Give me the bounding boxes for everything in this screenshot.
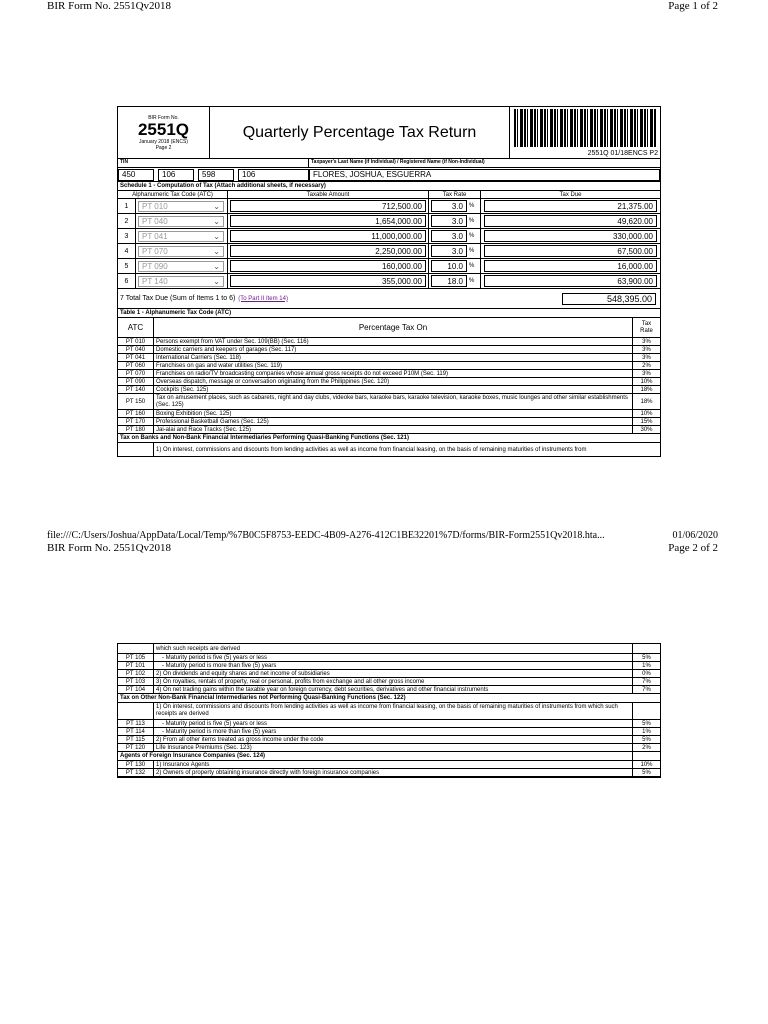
taxable-amount-cell [228, 199, 429, 213]
atc-select[interactable] [138, 216, 224, 227]
form-page-1 [117, 106, 661, 457]
tax-due-field[interactable]: 63,900.00 [484, 275, 657, 287]
atc-select-cell [136, 229, 228, 243]
atc-description: - Maturity period is five (5) years or less [154, 654, 633, 661]
atc-description: International Carriers (Sec. 118) [154, 354, 633, 361]
atc-select-cell [136, 199, 228, 213]
atc-rate: 3% [642, 354, 651, 361]
atc-table-row [118, 744, 660, 752]
atc-code: PT 160 [118, 410, 154, 417]
schedule-row [118, 199, 660, 214]
percent-symbol: % [469, 248, 475, 254]
taxable-amount-field[interactable]: 160,000.00 [230, 260, 426, 272]
atc-code: PT 104 [118, 686, 154, 693]
col-rate-header: Tax Rate [429, 191, 481, 198]
schedule-title-row [118, 182, 660, 191]
atc-table-row [118, 720, 660, 728]
agents-heading-row [118, 752, 660, 761]
taxable-amount-field[interactable]: 2,250,000.00 [230, 245, 426, 257]
schedule-row-number: 4 [118, 244, 136, 258]
tax-rate-field[interactable]: 18.0 [431, 275, 467, 287]
atc-table-row [118, 338, 660, 346]
chevron-down-icon: ⌄ [213, 216, 220, 226]
atc-select[interactable] [138, 276, 224, 287]
atc-rate: 5% [642, 769, 651, 776]
atc-rate: 5% [642, 720, 651, 727]
atc-description: Professional Basketball Games (Sec. 125) [154, 418, 633, 425]
atc-table-row [118, 386, 660, 394]
atc-rate: 7% [642, 686, 651, 693]
tax-rate-cell [429, 214, 481, 228]
atc-select-value: PT 010 [142, 201, 168, 211]
form-number: 2551Q [137, 119, 190, 139]
other-item1-text: 1) On interest, commissions and discounts from lending activities as well as income from financial leasing, on the basis of remaining maturities of instruments from which such receipts are derived [154, 703, 633, 719]
atc-table-row [118, 686, 660, 694]
tax-due-field[interactable]: 16,000.00 [484, 260, 657, 272]
atc-select-cell [136, 244, 228, 258]
taxpayer-name-label: Taxpayer's Last Name (if Individual) / Registered Name (if Non-Individual) [311, 159, 485, 165]
chevron-down-icon: ⌄ [213, 201, 220, 211]
atc-code: PT 113 [118, 720, 154, 727]
atc-select[interactable] [138, 231, 224, 242]
page1-footer-date: 01/06/2020 [672, 530, 718, 541]
atc-code: PT 070 [118, 370, 154, 377]
atc-code: PT 105 [118, 654, 154, 661]
atc-select[interactable] [138, 261, 224, 272]
banks-item1-text: 1) On interest, commissions and discounts from lending activities as well as income from financial leasing, on the basis of remaining maturities of instruments from [156, 446, 587, 453]
atc-table-row [118, 670, 660, 678]
schedule-rows [118, 199, 660, 289]
atc-table-row [118, 354, 660, 362]
form-title-block [118, 107, 660, 159]
atc-code: PT 102 [118, 670, 154, 677]
atc-rate: 1% [642, 728, 651, 735]
atc-table-row [118, 346, 660, 354]
percent-symbol: % [469, 203, 475, 209]
table1-col-atc: ATC [118, 318, 154, 337]
tax-rate-field[interactable]: 3.0 [431, 215, 467, 227]
percent-symbol: % [469, 278, 475, 284]
atc-code: PT 150 [118, 394, 154, 409]
atc-rate: 30% [640, 426, 653, 433]
chevron-down-icon: ⌄ [213, 261, 220, 271]
other-nonbank-heading: Tax on Other Non-Bank Financial Intermediaries not Performing Quasi-Banking Functions (Sec. 122) [120, 695, 406, 701]
table1-header-row [118, 318, 660, 338]
table1-title-row [118, 309, 660, 318]
atc-rate: 18% [640, 398, 653, 405]
form-page-label: Page 2 [155, 144, 172, 151]
atc-description: 3) On royalties, rentals of property, real or personal, profits from exchange and all other gross income [154, 678, 633, 685]
atc-table-row [118, 378, 660, 386]
atc-table-row [118, 362, 660, 370]
atc-code: PT 103 [118, 678, 154, 685]
page2-header-right: Page 2 of 2 [668, 542, 718, 554]
atc-select-value: PT 040 [142, 216, 168, 226]
atc-code: PT 060 [118, 362, 154, 369]
atc-rate: 10% [640, 410, 653, 417]
atc-table-row [118, 662, 660, 670]
tin-part-4[interactable]: 106 [238, 169, 309, 181]
table1-col-rate: Tax Rate [640, 320, 653, 334]
atc-description: Overseas dispatch, message or conversation originating from the Philippines (Sec. 120) [154, 378, 633, 385]
atc-rate: 10% [640, 761, 653, 768]
tax-rate-cell [429, 244, 481, 258]
atc-description: Cockpits (Sec. 125) [154, 386, 633, 393]
taxpayer-name-field[interactable]: FLORES, JOSHUA, ESGUERRA [309, 169, 660, 181]
tax-due-cell [481, 244, 660, 258]
atc-table-page2-other [118, 720, 660, 752]
total-link[interactable]: (To Part II Item 14) [238, 295, 288, 302]
atc-description: Tax on amusement places, such as cabarets, night and day clubs, videoke bars, karaoke bars, karaoke television, karaoke boxes, music lounges and other similar establishments (Sec. 125) [154, 394, 633, 409]
atc-select-value: PT 140 [142, 276, 168, 286]
atc-rate: 0% [642, 670, 651, 677]
barcode-image [514, 109, 656, 147]
bir-form-no-label: BIR Form No. [148, 114, 179, 121]
atc-code: PT 090 [118, 378, 154, 385]
atc-description: - Maturity period is five (5) years or less [154, 720, 633, 727]
taxable-amount-cell [228, 274, 429, 288]
atc-rate: 10% [640, 378, 653, 385]
tax-due-field[interactable]: 21,375.00 [484, 200, 657, 212]
atc-description: - Maturity period is more than five (5) years [154, 728, 633, 735]
chevron-down-icon: ⌄ [213, 246, 220, 256]
atc-table-row [118, 761, 660, 769]
atc-description: - Maturity period is more than five (5) years [154, 662, 633, 669]
form-page-2 [117, 643, 661, 778]
tax-rate-field[interactable]: 3.0 [431, 245, 467, 257]
tax-due-field[interactable]: 49,620.00 [484, 215, 657, 227]
table1-title: Table 1 - Alphanumeric Tax Code (ATC) [120, 310, 232, 316]
schedule-row-number: 3 [118, 229, 136, 243]
taxable-amount-cell [228, 244, 429, 258]
atc-table-row [118, 769, 660, 777]
atc-code: PT 130 [118, 761, 154, 768]
page1-header-right: Page 1 of 2 [668, 0, 718, 12]
atc-description: 4) On net trading gains within the taxable year on foreign currency, debt securities, derivatives and other financial instruments [154, 686, 633, 693]
atc-code: PT 114 [118, 728, 154, 735]
atc-code: PT 041 [118, 354, 154, 361]
atc-table-page2-banks [118, 654, 660, 694]
tax-rate-field[interactable]: 10.0 [431, 260, 467, 272]
schedule-row-number: 1 [118, 199, 136, 213]
schedule-row [118, 244, 660, 259]
atc-rate: 1% [642, 662, 651, 669]
atc-description: Domestic carriers and keepers of garages (Sec. 117) [154, 346, 633, 353]
atc-description: Persons exempt from VAT under Sec. 109(BB) (Sec. 116) [154, 338, 633, 345]
schedule-row-number: 5 [118, 259, 136, 273]
atc-rate: 5% [642, 654, 651, 661]
tax-due-cell [481, 274, 660, 288]
agents-heading: Agents of Foreign Insurance Companies (Sec. 124) [118, 752, 633, 760]
total-tax-due-field[interactable]: 548,395.00 [562, 293, 656, 305]
chevron-down-icon: ⌄ [213, 231, 220, 241]
atc-description: 2) Owners of property obtaining insurance directly with foreign insurance companies [154, 769, 633, 776]
tin-part-3[interactable]: 598 [198, 169, 234, 181]
form-edition: January 2018 (ENCS) [139, 138, 188, 145]
form-title: Quarterly Percentage Tax Return [242, 123, 477, 141]
atc-table-row [118, 418, 660, 426]
schedule-header-row [118, 191, 660, 199]
percent-symbol: % [469, 218, 475, 224]
atc-description: Franchises on radio/TV broadcasting companies whose annual gross receipts do not exceed P10M (Sec. 119) [154, 370, 633, 377]
schedule-row-number: 2 [118, 214, 136, 228]
schedule-row [118, 259, 660, 274]
atc-description: Life Insurance Premiums (Sec. 123) [154, 744, 633, 751]
tax-rate-field[interactable]: 3.0 [431, 200, 467, 212]
col-due-header: Tax Due [559, 191, 582, 198]
atc-table-page2-agents [118, 761, 660, 777]
taxable-amount-field[interactable]: 1,654,000.00 [230, 215, 426, 227]
schedule-row-number: 6 [118, 274, 136, 288]
atc-rate: 15% [640, 418, 653, 425]
atc-select-value: PT 041 [142, 231, 168, 241]
atc-select-value: PT 090 [142, 261, 168, 271]
atc-rate: 3% [642, 338, 651, 345]
banks-item1-row-p2 [118, 644, 660, 654]
atc-description: Jai-alai and Race Tracks (Sec. 125) [154, 426, 633, 433]
atc-code: PT 010 [118, 338, 154, 345]
atc-code: PT 040 [118, 346, 154, 353]
atc-code: PT 140 [118, 386, 154, 393]
atc-code: PT 180 [118, 426, 154, 433]
tin-label-row [118, 159, 660, 168]
atc-table-page1 [118, 338, 660, 434]
atc-select-cell [136, 274, 228, 288]
atc-select-cell [136, 259, 228, 273]
taxable-amount-field[interactable]: 11,000,000.00 [230, 230, 426, 242]
atc-description: 2) From all other items treated as gross income under the code [154, 736, 633, 743]
atc-table-row [118, 426, 660, 434]
tax-due-cell [481, 199, 660, 213]
tin-label: TIN [118, 159, 309, 167]
page2-header-left: BIR Form No. 2551Qv2018 [47, 542, 172, 554]
total-row [118, 289, 660, 309]
atc-rate: 18% [640, 386, 653, 393]
tin-part-1[interactable]: 450 [118, 169, 154, 181]
tax-due-field[interactable]: 330,000.00 [484, 230, 657, 242]
atc-code: PT 120 [118, 744, 154, 751]
other-nonbank-heading-row [118, 694, 660, 703]
form-id-box [118, 107, 210, 158]
atc-select-value: PT 070 [142, 246, 168, 256]
atc-rate: 3% [642, 346, 651, 353]
atc-table-row [118, 370, 660, 378]
banks-item1-continued: which such receipts are derived [154, 644, 633, 653]
tax-due-cell [481, 214, 660, 228]
schedule-row [118, 229, 660, 244]
atc-select-cell [136, 214, 228, 228]
table1-col-pct: Percentage Tax On [154, 318, 633, 337]
atc-description: 1) Insurance Agents [154, 761, 633, 768]
schedule-title: Schedule 1 - Computation of Tax (Attach additional sheets, if necessary) [120, 183, 326, 189]
atc-code: PT 170 [118, 418, 154, 425]
tax-rate-field[interactable]: 3.0 [431, 230, 467, 242]
page1-footer-path: file:///C:/Users/Joshua/AppData/Local/Temp/%7B0C5F8753-EEDC-4B09-A276-412C1BE32201%7D/forms/BIR-Form2551Qv2018.hta... [47, 530, 605, 541]
banks-heading: Tax on Banks and Non-Bank Financial Intermediaries Performing Quasi-Banking Functions (Sec. 121) [120, 435, 409, 441]
taxable-amount-cell [228, 259, 429, 273]
taxable-amount-cell [228, 214, 429, 228]
tax-due-cell [481, 259, 660, 273]
atc-rate: 7% [642, 678, 651, 685]
atc-rate: 2% [642, 362, 651, 369]
tax-due-cell [481, 229, 660, 243]
tax-rate-cell [429, 259, 481, 273]
atc-rate: 3% [642, 370, 651, 377]
tax-rate-cell [429, 199, 481, 213]
tax-due-field[interactable]: 67,500.00 [484, 245, 657, 257]
other-item1-row [118, 703, 660, 720]
banks-item1-row-p1 [118, 443, 660, 456]
atc-select[interactable] [138, 201, 224, 212]
taxable-amount-field[interactable]: 355,000.00 [230, 275, 426, 287]
tax-rate-cell [429, 274, 481, 288]
percent-symbol: % [469, 263, 475, 269]
atc-description: Boxing Exhibition (Sec. 125) [154, 410, 633, 417]
atc-table-row [118, 410, 660, 418]
banks-heading-row [118, 434, 660, 443]
atc-rate: 5% [642, 736, 651, 743]
barcode-caption: 2551Q 01/18ENCS P2 [587, 150, 658, 157]
col-atc-header: Alphanumeric Tax Code (ATC) [118, 191, 228, 198]
schedule-row [118, 214, 660, 229]
atc-table-row [118, 654, 660, 662]
atc-code: PT 115 [118, 736, 154, 743]
atc-select[interactable] [138, 246, 224, 257]
atc-table-row [118, 678, 660, 686]
tin-part-2[interactable]: 106 [158, 169, 194, 181]
percent-symbol: % [469, 233, 475, 239]
tin-value-row [118, 168, 660, 182]
atc-description: 2) On dividends and equity shares and net income of subsidiaries [154, 670, 633, 677]
atc-code: PT 101 [118, 662, 154, 669]
taxable-amount-cell [228, 229, 429, 243]
atc-table-row [118, 394, 660, 410]
taxable-amount-field[interactable]: 712,500.00 [230, 200, 426, 212]
atc-rate: 2% [642, 744, 651, 751]
atc-description: Franchises on gas and water utilities (Sec. 119) [154, 362, 633, 369]
atc-table-row [118, 728, 660, 736]
schedule-row [118, 274, 660, 289]
tax-rate-cell [429, 229, 481, 243]
atc-table-row [118, 736, 660, 744]
total-label: 7 Total Tax Due (Sum of Items 1 to 6) [120, 295, 236, 302]
barcode-box [509, 107, 660, 158]
page1-header-left: BIR Form No. 2551Qv2018 [47, 0, 172, 12]
chevron-down-icon: ⌄ [213, 276, 220, 286]
col-taxable-header: Taxable Amount [228, 191, 429, 198]
atc-code: PT 132 [118, 769, 154, 776]
